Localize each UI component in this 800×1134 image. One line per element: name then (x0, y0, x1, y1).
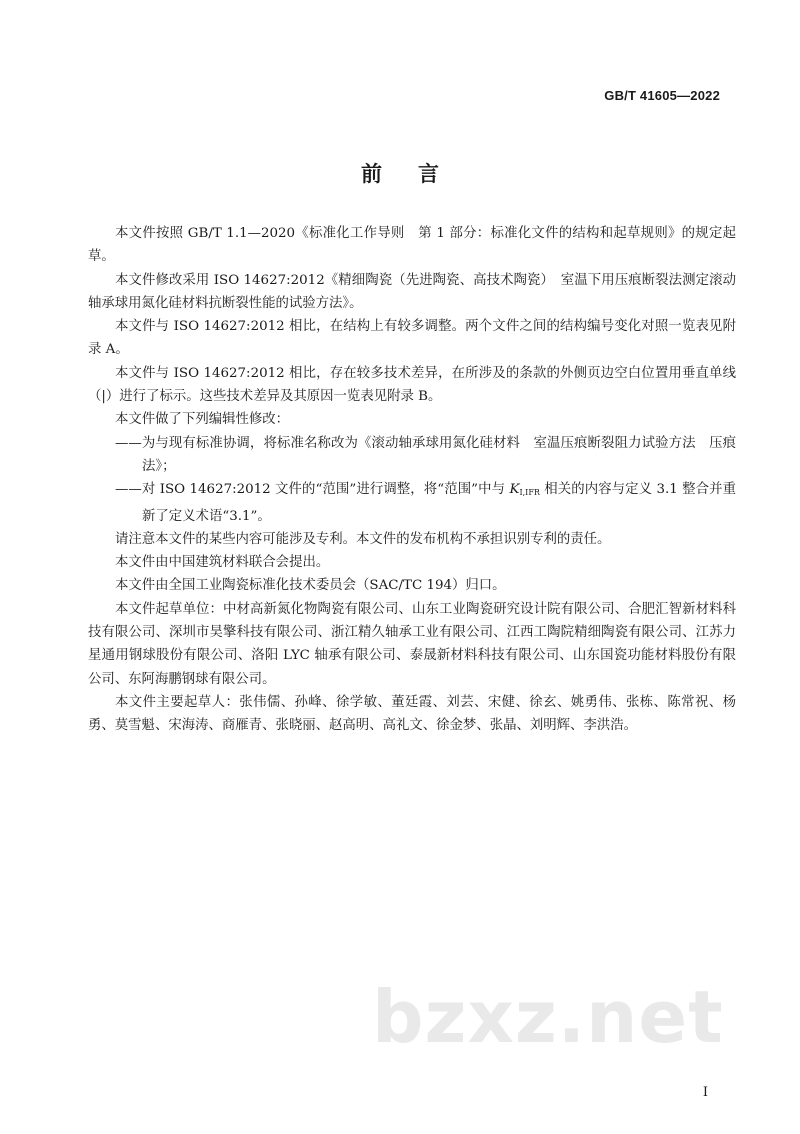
paragraph: 本文件由中国建筑材料联合会提出。 (115, 555, 330, 571)
dash-item-text-pre: ——对 ISO 14627:2012 文件的“范围”进行调整，将“范围”中与 (115, 482, 510, 498)
title-char-1: 前 (361, 162, 382, 186)
math-subscript: I,IFR (519, 488, 540, 498)
watermark: bzxz.net (372, 975, 724, 1059)
paragraph: 本文件与 ISO 14627:2012 相比，存在较多技术差异，在所涉及的条款的外侧页边空白位置用垂直单线（|）进行了标示。这些技术差异及其原因一览表见附录 B。 (88, 365, 736, 405)
dash-item-text-post: 相关的内容与定义 3.1 整合并重新了定义术语“3.1”。 (142, 482, 736, 524)
paragraph: 本文件起草单位：中材高新氮化物陶瓷有限公司、山东工业陶瓷研究设计院有限公司、合肥汇智新材料科技有限公司、深圳市昊擎科技有限公司、浙江精久轴承工业有限公司、江西工陶院精细陶瓷有限公司、江苏力星通用钢球股份有限公司、洛阳 LYC 轴承有限公司、泰晟新材料科技有限公司、山东国瓷功能材料股份有限公司、东阿海鹏钢球有限公司。 (88, 601, 736, 687)
paragraph: 本文件与 ISO 14627:2012 相比，在结构上有较多调整。两个文件之间的结构编号变化对照一览表见附录 A。 (88, 319, 736, 358)
paragraph: 本文件做了下列编辑性修改： (115, 412, 290, 428)
math-symbol-k: K (509, 482, 520, 498)
page-title (0, 158, 800, 188)
foreword-body (88, 222, 736, 738)
title-char-2: 言 (418, 162, 439, 186)
standard-number: GB/T 41605—2022 (604, 88, 720, 103)
paragraph: 本文件修改采用 ISO 14627:2012《精细陶瓷（先进陶瓷、高技术陶瓷） 室温下用压痕断裂法测定滚动轴承球用氮化硅材料抗断裂性能的试验方法》。 (88, 272, 736, 311)
dash-list-item: ——为与现有标准协调，将标准名称改为《滚动轴承球用氮化硅材料 室温压痕断裂阻力试验方法 压痕法》； (115, 435, 736, 474)
paragraph: 本文件由全国工业陶瓷标准化技术委员会（SAC/TC 194）归口。 (115, 578, 506, 594)
paragraph: 本文件按照 GB/T 1.1—2020《标准化工作导则 第 1 部分：标准化文件的结构和起草规则》的规定起草。 (88, 226, 736, 265)
page-number: I (702, 1085, 708, 1100)
dash-list-item (88, 478, 736, 528)
paragraph: 本文件主要起草人：张伟儒、孙峰、徐学敏、董廷霞、刘芸、宋健、徐玄、姚勇伟、张栋、陈常祝、杨勇、莫雪魁、宋海涛、商雁青、张晓丽、赵高明、高礼文、徐金梦、张晶、刘明辉、李洪浩。 (88, 694, 736, 734)
paragraph: 请注意本文件的某些内容可能涉及专利。本文件的发布机构不承担识别专利的责任。 (115, 531, 611, 547)
